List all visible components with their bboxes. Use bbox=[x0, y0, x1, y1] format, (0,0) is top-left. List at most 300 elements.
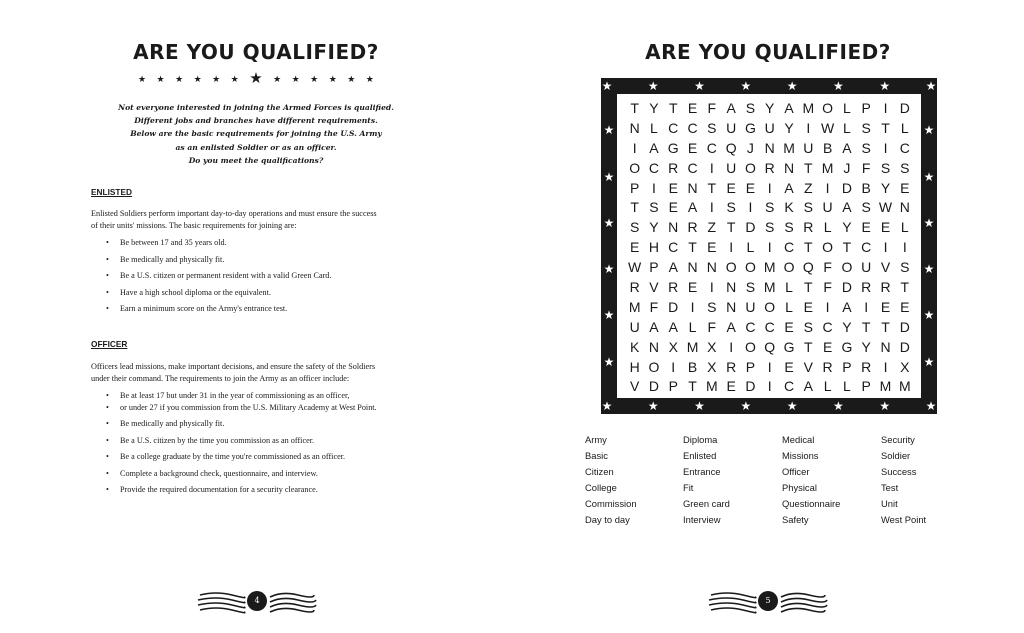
grid-letter: R bbox=[803, 219, 814, 236]
intro-line: Not everyone interested in joining the Armed Forces is qualified. bbox=[118, 103, 394, 112]
grid-letter: Y bbox=[880, 179, 891, 196]
star-icon: ★ bbox=[923, 262, 935, 277]
grid-letter: N bbox=[880, 338, 891, 355]
grid-letter: Z bbox=[707, 219, 717, 236]
grid-letter: S bbox=[707, 298, 717, 315]
grid-letter: F bbox=[823, 279, 832, 296]
enlisted-heading: ENLISTED bbox=[91, 187, 133, 197]
grid-letter: A bbox=[649, 318, 659, 335]
grid-letter: F bbox=[707, 318, 717, 335]
grid-letter: I bbox=[709, 159, 714, 176]
page-footer-ornament bbox=[192, 588, 322, 614]
star-icon: ★ bbox=[740, 79, 752, 93]
star-icon: ★ bbox=[925, 399, 937, 413]
grid-letter: P bbox=[842, 358, 852, 375]
grid-letter: E bbox=[784, 318, 794, 335]
grid-letter: C bbox=[899, 139, 910, 156]
grid-letter: E bbox=[880, 298, 891, 315]
star-icon: ★ bbox=[156, 74, 165, 84]
grid-letter: G bbox=[744, 119, 756, 136]
grid-letter: H bbox=[648, 239, 659, 256]
grid-letter: C bbox=[687, 119, 698, 136]
grid-letter: P bbox=[629, 179, 640, 196]
star-icon: ★ bbox=[694, 399, 705, 413]
grid-letter: U bbox=[803, 139, 814, 156]
grid-letter: I bbox=[883, 358, 888, 375]
grid-letter: A bbox=[842, 298, 852, 315]
grid-letter: A bbox=[687, 199, 698, 216]
grid-letter: I bbox=[709, 279, 714, 296]
grid-letter: I bbox=[652, 179, 656, 196]
grid-letter: I bbox=[825, 179, 830, 196]
grid-letter: F bbox=[649, 298, 659, 315]
grid-letter: K bbox=[629, 338, 640, 355]
grid-letter: E bbox=[629, 239, 640, 256]
grid-letter: N bbox=[783, 159, 795, 176]
word-list-item: Questionnaire bbox=[782, 498, 841, 509]
star-icon: ★ bbox=[603, 123, 615, 138]
grid-letter: M bbox=[763, 259, 776, 276]
grid-letter: N bbox=[726, 279, 737, 296]
word-search-puzzle bbox=[601, 78, 937, 414]
grid-letter: R bbox=[764, 159, 775, 176]
list-item: • Provide the required documentation for a security clearance. bbox=[106, 484, 426, 495]
grid-letter: T bbox=[707, 179, 717, 196]
grid-letter: C bbox=[668, 119, 679, 136]
list-item-continuation: • or under 27 if you commission from the U.S. Military Academy at West Point. bbox=[106, 402, 426, 413]
intro-paragraph bbox=[110, 101, 402, 167]
grid-letter: U bbox=[629, 318, 640, 335]
grid-letter: O bbox=[648, 358, 660, 375]
grid-letter: T bbox=[630, 199, 639, 216]
grid-letter: N bbox=[899, 199, 910, 216]
grid-letter: U bbox=[822, 199, 833, 216]
grid-letter: A bbox=[842, 139, 852, 156]
grid-letter: E bbox=[668, 199, 678, 216]
grid-letter: U bbox=[745, 298, 756, 315]
grid-letter: L bbox=[688, 318, 697, 335]
grid-letter: D bbox=[648, 378, 659, 395]
grid-letter: R bbox=[861, 358, 872, 375]
grid-letter: V bbox=[803, 358, 813, 375]
grid-letter: L bbox=[843, 100, 851, 116]
grid-letter: I bbox=[883, 239, 888, 256]
grid-letter: G bbox=[783, 338, 795, 355]
grid-letter: N bbox=[687, 259, 698, 276]
word-list-item: Safety bbox=[782, 514, 809, 525]
grid-letter: Q bbox=[725, 139, 737, 156]
grid-letter: P bbox=[668, 378, 678, 395]
grid-letter: Z bbox=[804, 179, 813, 196]
star-icon: ★ bbox=[923, 308, 935, 323]
star-icon: ★ bbox=[310, 74, 319, 84]
word-list-item: Citizen bbox=[585, 466, 614, 477]
grid-letter: A bbox=[726, 100, 736, 116]
officer-text-line: Officers lead missions, make important decisions, and ensure the safety of the Soldiers bbox=[91, 362, 376, 371]
grid-letter: B bbox=[687, 358, 698, 375]
enlisted-requirements-list bbox=[106, 237, 426, 320]
star-icon: ★ bbox=[603, 169, 615, 184]
grid-letter: R bbox=[726, 358, 737, 375]
grid-letter: N bbox=[706, 259, 717, 276]
star-icon: ★ bbox=[694, 79, 705, 93]
word-list-item: College bbox=[585, 482, 617, 493]
grid-letter: T bbox=[630, 100, 639, 116]
grid-letter: D bbox=[668, 298, 679, 315]
word-list-item: Commission bbox=[585, 498, 637, 509]
grid-letter: C bbox=[706, 139, 717, 156]
grid-letter: E bbox=[745, 179, 756, 196]
grid-letter: E bbox=[861, 219, 871, 236]
intro-line: Do you meet the qualifications? bbox=[188, 155, 324, 165]
grid-letter: R bbox=[880, 279, 891, 296]
star-icon: ★ bbox=[175, 74, 184, 84]
officer-requirements-list bbox=[106, 390, 426, 501]
grid-letter: I bbox=[902, 239, 907, 256]
grid-letter: P bbox=[861, 100, 871, 116]
grid-letter: O bbox=[841, 259, 853, 276]
grid-letter: O bbox=[764, 298, 776, 315]
grid-letter: S bbox=[900, 159, 910, 176]
grid-letter: E bbox=[668, 179, 678, 196]
grid-letter: S bbox=[726, 199, 736, 216]
grid-letter: L bbox=[823, 219, 832, 236]
grid-letter: C bbox=[668, 239, 679, 256]
enlisted-text-line: Enlisted Soldiers perform important day-to-day operations and must ensure the success bbox=[91, 209, 377, 218]
word-list-item: Missions bbox=[782, 450, 819, 461]
grid-letter: E bbox=[803, 298, 813, 315]
grid-letter: A bbox=[726, 318, 736, 335]
grid-letter: W bbox=[628, 259, 642, 276]
grid-letter: N bbox=[648, 338, 659, 355]
grid-letter: K bbox=[784, 199, 794, 216]
grid-letter: O bbox=[725, 259, 737, 276]
grid-letter: S bbox=[803, 318, 813, 335]
word-list-item: West Point bbox=[881, 514, 927, 525]
grid-letter: I bbox=[883, 100, 888, 116]
grid-letter: D bbox=[745, 219, 756, 236]
star-icon: ★ bbox=[328, 74, 337, 84]
star-icon: ★ bbox=[923, 169, 935, 184]
list-item: • Have a high school diploma or the equivalent. bbox=[106, 287, 426, 298]
grid-letter: P bbox=[745, 358, 756, 375]
grid-letter: I bbox=[883, 139, 888, 156]
grid-letter: Y bbox=[842, 318, 852, 335]
list-item: • Complete a background check, questionnaire, and interview. bbox=[106, 468, 426, 479]
grid-letter: S bbox=[861, 139, 871, 156]
star-icon: ★ bbox=[249, 71, 263, 87]
grid-letter: D bbox=[745, 378, 756, 395]
star-icon: ★ bbox=[647, 79, 659, 93]
grid-letter: S bbox=[861, 119, 871, 136]
stars-divider bbox=[138, 72, 374, 87]
grid-letter: X bbox=[900, 358, 910, 375]
star-icon: ★ bbox=[647, 399, 659, 413]
grid-letter: L bbox=[746, 239, 755, 256]
grid-letter: V bbox=[629, 378, 640, 395]
grid-letter: A bbox=[649, 139, 659, 156]
grid-letter: C bbox=[764, 318, 775, 335]
grid-letter: S bbox=[880, 159, 891, 176]
page-number: 5 bbox=[758, 591, 778, 611]
list-item: • Be at least 17 but under 31 in the year of commissioning as an officer, bbox=[106, 390, 426, 401]
grid-letter: I bbox=[825, 298, 830, 315]
star-icon: ★ bbox=[601, 399, 613, 413]
star-icon: ★ bbox=[603, 308, 615, 323]
word-list-item: Soldier bbox=[881, 450, 911, 461]
word-list-item: Enlisted bbox=[683, 450, 717, 461]
list-item: • Earn a minimum score on the Army's entrance test. bbox=[106, 303, 426, 314]
grid-letter: D bbox=[899, 100, 910, 116]
word-list-item: Physical bbox=[782, 482, 817, 493]
list-item: • Be a U.S. citizen or permanent resident with a valid Green Card. bbox=[106, 270, 426, 281]
grid-letter: N bbox=[687, 179, 698, 196]
grid-letter: O bbox=[744, 338, 756, 355]
grid-letter: Y bbox=[861, 338, 871, 355]
star-icon: ★ bbox=[923, 215, 935, 230]
grid-letter: R bbox=[668, 279, 679, 296]
star-icon: ★ bbox=[879, 79, 891, 93]
grid-letter: C bbox=[861, 239, 872, 256]
grid-letter: O bbox=[783, 259, 795, 276]
grid-letter: X bbox=[707, 338, 717, 355]
grid-letter: E bbox=[900, 298, 910, 315]
grid-letter: P bbox=[649, 259, 659, 276]
grid-letter: V bbox=[649, 279, 659, 296]
list-item: • Be a college graduate by the time you're commissioned as an officer. bbox=[106, 451, 426, 462]
grid-letter: Y bbox=[649, 100, 659, 116]
grid-letter: G bbox=[841, 338, 853, 355]
intro-line: as an enlisted Soldier or as an officer. bbox=[175, 142, 337, 152]
grid-letter: N bbox=[764, 139, 775, 156]
grid-letter: I bbox=[729, 338, 734, 355]
grid-letter: O bbox=[744, 159, 756, 176]
grid-letter: N bbox=[629, 119, 640, 136]
star-icon: ★ bbox=[601, 79, 613, 93]
grid-letter: C bbox=[783, 378, 795, 395]
grid-letter: E bbox=[687, 279, 698, 296]
grid-letter: D bbox=[899, 338, 910, 355]
word-list-item: Officer bbox=[782, 466, 810, 477]
grid-letter: X bbox=[668, 338, 678, 355]
grid-letter: R bbox=[668, 159, 679, 176]
grid-letter: I bbox=[864, 298, 869, 315]
grid-letter: S bbox=[745, 279, 756, 296]
grid-letter: E bbox=[687, 139, 698, 156]
grid-letter: S bbox=[861, 199, 871, 216]
officer-description bbox=[91, 361, 426, 385]
word-list bbox=[585, 432, 979, 528]
grid-letter: A bbox=[668, 259, 678, 276]
grid-letter: E bbox=[822, 338, 833, 355]
grid-letter: I bbox=[690, 298, 695, 315]
grid-letter: D bbox=[841, 279, 852, 296]
grid-letter: E bbox=[880, 219, 891, 236]
star-icon: ★ bbox=[833, 79, 844, 93]
grid-letter: I bbox=[767, 239, 772, 256]
grid-letter: F bbox=[707, 100, 717, 116]
grid-letter: L bbox=[843, 119, 851, 136]
letter-grid bbox=[625, 99, 915, 397]
grid-letter: N bbox=[668, 219, 679, 236]
page-footer-ornament bbox=[703, 588, 833, 614]
word-list-item: Fit bbox=[683, 482, 694, 493]
grid-letter: R bbox=[629, 279, 640, 296]
star-icon: ★ bbox=[923, 354, 935, 369]
grid-letter: T bbox=[861, 318, 871, 335]
officer-heading: OFFICER bbox=[91, 339, 128, 349]
grid-letter: C bbox=[745, 318, 756, 335]
grid-letter: A bbox=[668, 318, 678, 335]
grid-letter: Y bbox=[842, 219, 852, 236]
grid-letter: O bbox=[822, 239, 834, 256]
grid-letter: I bbox=[729, 239, 734, 256]
star-icon: ★ bbox=[879, 399, 891, 413]
grid-letter: A bbox=[803, 378, 813, 395]
grid-letter: G bbox=[667, 139, 679, 156]
grid-letter: A bbox=[784, 100, 794, 116]
grid-letter: U bbox=[726, 159, 737, 176]
grid-letter: M bbox=[706, 378, 718, 395]
star-icon: ★ bbox=[833, 399, 844, 413]
grid-letter: S bbox=[784, 219, 794, 236]
enlisted-description bbox=[91, 208, 426, 232]
grid-letter: P bbox=[861, 378, 871, 395]
grid-letter: J bbox=[746, 139, 754, 156]
grid-letter: U bbox=[726, 119, 737, 136]
grid-letter: I bbox=[767, 358, 772, 375]
grid-letter: T bbox=[726, 219, 736, 236]
grid-letter: M bbox=[763, 279, 776, 296]
star-icon: ★ bbox=[212, 74, 221, 84]
grid-letter: S bbox=[649, 199, 659, 216]
grid-letter: R bbox=[687, 219, 698, 236]
grid-letter: T bbox=[688, 239, 697, 256]
grid-letter: C bbox=[687, 159, 698, 176]
grid-letter: O bbox=[744, 259, 756, 276]
grid-letter: A bbox=[842, 199, 852, 216]
grid-letter: T bbox=[668, 100, 678, 116]
word-list-item: Medical bbox=[782, 434, 815, 445]
word-list-item: Army bbox=[585, 434, 607, 445]
grid-letter: I bbox=[709, 199, 714, 216]
page-number: 4 bbox=[247, 591, 267, 611]
grid-letter: F bbox=[823, 259, 832, 276]
word-list-item: Diploma bbox=[683, 434, 718, 445]
word-list-item: Test bbox=[881, 482, 899, 493]
grid-letter: Y bbox=[649, 219, 659, 236]
star-icon: ★ bbox=[230, 74, 239, 84]
grid-letter: M bbox=[898, 378, 911, 395]
word-list-item: Success bbox=[881, 466, 917, 477]
grid-letter: M bbox=[783, 139, 795, 156]
grid-letter: L bbox=[650, 119, 658, 136]
grid-letter: Q bbox=[802, 259, 814, 276]
grid-letter: I bbox=[632, 139, 637, 156]
grid-letter: I bbox=[806, 119, 811, 136]
grid-letter: S bbox=[803, 199, 813, 216]
grid-letter: L bbox=[843, 378, 851, 395]
grid-letter: X bbox=[707, 358, 717, 375]
star-icon: ★ bbox=[273, 74, 282, 84]
grid-letter: T bbox=[688, 378, 697, 395]
grid-letter: R bbox=[861, 279, 872, 296]
grid-letter: S bbox=[765, 199, 775, 216]
grid-letter: D bbox=[899, 318, 910, 335]
grid-letter: Q bbox=[764, 338, 776, 355]
list-item: • Be between 17 and 35 years old. bbox=[106, 237, 426, 248]
grid-letter: T bbox=[881, 119, 890, 136]
grid-letter: T bbox=[804, 279, 813, 296]
grid-letter: L bbox=[785, 279, 793, 296]
grid-letter: S bbox=[900, 259, 910, 276]
grid-letter: B bbox=[822, 139, 833, 156]
officer-text-line: under their command. The requirements to join the Army as an officer include: bbox=[91, 374, 350, 383]
grid-letter: U bbox=[861, 259, 872, 276]
grid-letter: F bbox=[861, 159, 871, 176]
word-list-item: Basic bbox=[585, 450, 608, 461]
word-search-grid-area bbox=[617, 94, 921, 398]
grid-letter: E bbox=[707, 239, 717, 256]
grid-letter: Y bbox=[784, 119, 794, 136]
star-icon: ★ bbox=[740, 399, 752, 413]
star-icon: ★ bbox=[925, 79, 937, 93]
word-list-item: Green card bbox=[683, 498, 730, 509]
grid-letter: E bbox=[784, 358, 794, 375]
grid-letter: W bbox=[878, 199, 893, 216]
grid-letter: T bbox=[804, 159, 813, 176]
grid-letter: C bbox=[822, 318, 833, 335]
word-list-item: Day to day bbox=[585, 514, 630, 525]
star-icon: ★ bbox=[347, 74, 356, 84]
list-item: • Be medically and physically fit. bbox=[106, 418, 426, 429]
grid-letter: M bbox=[879, 378, 892, 395]
right-page bbox=[512, 0, 1024, 633]
word-list-item: Unit bbox=[881, 498, 898, 509]
grid-letter: E bbox=[900, 179, 910, 196]
grid-letter: M bbox=[628, 298, 641, 315]
grid-letter: C bbox=[783, 239, 795, 256]
grid-letter: S bbox=[765, 219, 775, 236]
word-list-item: Entrance bbox=[683, 466, 721, 477]
grid-letter: R bbox=[822, 358, 833, 375]
star-icon: ★ bbox=[291, 74, 300, 84]
grid-letter: L bbox=[900, 119, 909, 136]
word-list-item: Security bbox=[881, 434, 915, 445]
grid-letter: V bbox=[880, 259, 891, 276]
grid-letter: T bbox=[804, 239, 813, 256]
enlisted-text-line: of their units' missions. The basic requirements for joining are: bbox=[91, 221, 297, 230]
grid-letter: S bbox=[629, 219, 640, 236]
grid-letter: L bbox=[823, 378, 832, 395]
grid-letter: N bbox=[726, 298, 737, 315]
grid-letter: T bbox=[900, 279, 910, 296]
grid-letter: T bbox=[842, 239, 852, 256]
intro-line: Below are the basic requirements for joining the U.S. Army bbox=[130, 129, 382, 139]
grid-letter: T bbox=[804, 338, 813, 355]
word-list-item: Interview bbox=[683, 514, 721, 525]
grid-letter: L bbox=[785, 298, 793, 315]
grid-letter: C bbox=[648, 159, 659, 176]
grid-letter: O bbox=[822, 100, 834, 116]
star-icon: ★ bbox=[603, 354, 615, 369]
grid-letter: S bbox=[707, 119, 717, 136]
star-icon: ★ bbox=[603, 262, 615, 277]
star-icon: ★ bbox=[193, 74, 202, 84]
star-icon: ★ bbox=[603, 215, 615, 230]
grid-letter: M bbox=[686, 338, 699, 355]
grid-letter: L bbox=[900, 219, 909, 236]
